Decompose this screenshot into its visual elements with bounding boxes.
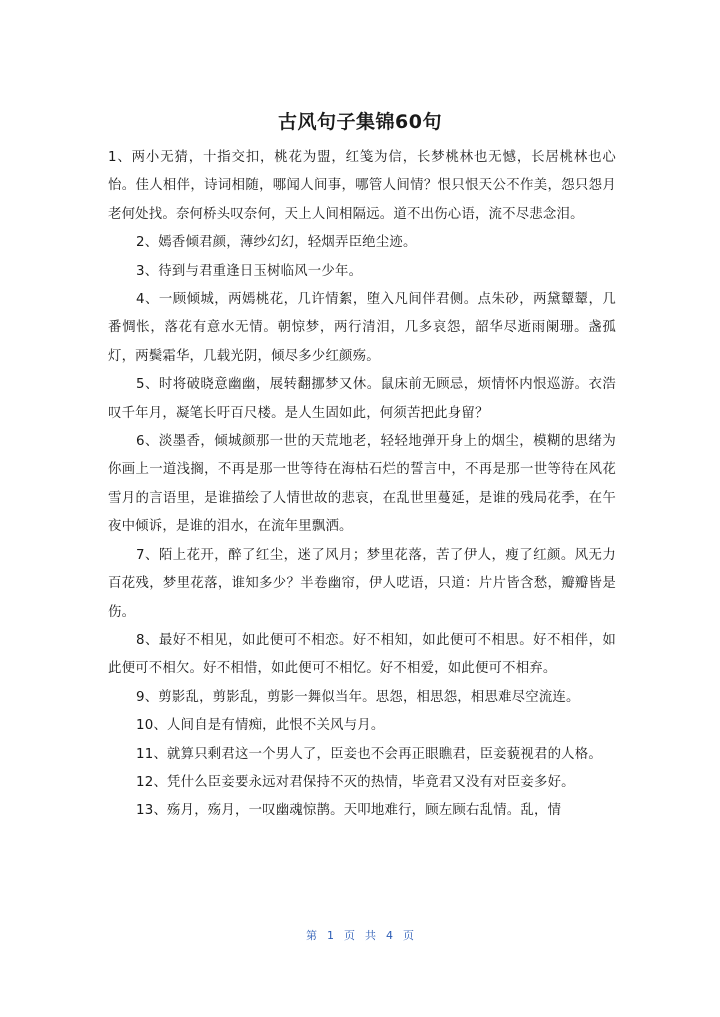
page-footer [0,928,720,944]
footer-total-pages: 4 [386,929,393,942]
paragraph-11: 11、就算只剩君这一个男人了，臣妾也不会再正眼瞧君，臣妾藐视君的人格。 [136,746,602,762]
paragraph-3: 3、待到与君重逢日玉树临风一少年。 [136,263,363,279]
paragraph-8: 8、最好不相见，如此便可不相恋。好不相知，如此便可不相思。好不相伴，如此便可不相欠。好不相惜，如此便可不相忆。好不相爱，如此便可不相弃。 [108,632,616,677]
paragraph-1: 1、两小无猜，十指交扣，桃花为盟，红笺为信，长梦桃林也无憾，长居桃林也心怡。佳人相伴，诗词相随，哪闻人间事，哪管人间情？恨只恨天公不作美，怨只怨月老何处找。奈何桥头叹奈何，天上人间相隔远。道不出伤心语，流不尽悲念泪。 [108,150,616,222]
paragraph-9: 9、剪影乱，剪影乱，剪影一舞似当年。思怨，相思怨，相思难尽空流连。 [136,689,580,705]
document-body [108,144,616,826]
paragraph-12: 12、凭什么臣妾要永远对君保持不灭的热情，毕竟君又没有对臣妾多好。 [136,774,575,790]
paragraph-6: 6、淡墨香，倾城颜那一世的天荒地老，轻轻地弹开身上的烟尘，模糊的思绪为你画上一道浅搁，不再是那一世等待在海枯石烂的誓言中，不再是那一世等待在风花雪月的言语里，是谁描绘了人情世故的悲哀，在乱世里蔓延，是谁的残局花季，在午夜中倾诉，是谁的泪水，在流年里飘洒。 [108,434,616,535]
paragraph-7: 7、陌上花开，醉了红尘，迷了风月；梦里花落，苦了伊人，瘦了红颜。风无力百花残，梦里花落，谁知多少？半卷幽帘，伊人呓语，只道：片片皆含愁，瓣瓣皆是伤。 [108,547,616,620]
paragraph-10: 10、人间自是有情痴，此恨不关风与月。 [136,718,385,734]
footer-total-prefix: 共 [365,929,376,942]
footer-page-suffix: 页 [344,929,355,942]
footer-page-number: 1 [327,929,334,942]
paragraph-2: 2、嫣香倾君颜，薄纱幻幻，轻烟弄臣绝尘迹。 [136,235,417,251]
footer-page-prefix: 第 [306,929,317,942]
paragraph-5: 5、时将破晓意幽幽，展转翻挪梦又休。鼠床前无顾忌，烦情怀内恨巡游。衣浩叹千年月，凝笔长吁百尺楼。是人生固如此，何须苦把此身留？ [108,377,616,421]
footer-total-suffix: 页 [403,929,414,942]
document-title: 古风句子集锦60句 [278,111,442,133]
paragraph-4: 4、一顾倾城，两嫣桃花，几许情絮，堕入凡间伴君侧。点朱砂，两黛颦颦，几番惆怅，落花有意水无情。朝惊梦，两行清泪，几多哀怨，韶华尽逝雨阑珊。盏孤灯，两鬓霜华，几载光阴，倾尽多少红颜殇。 [108,292,616,364]
paragraph-13: 13、殇月，殇月，一叹幽魂惊鹊。天叩地难行，顾左顾右乱情。乱，情 [136,803,562,819]
